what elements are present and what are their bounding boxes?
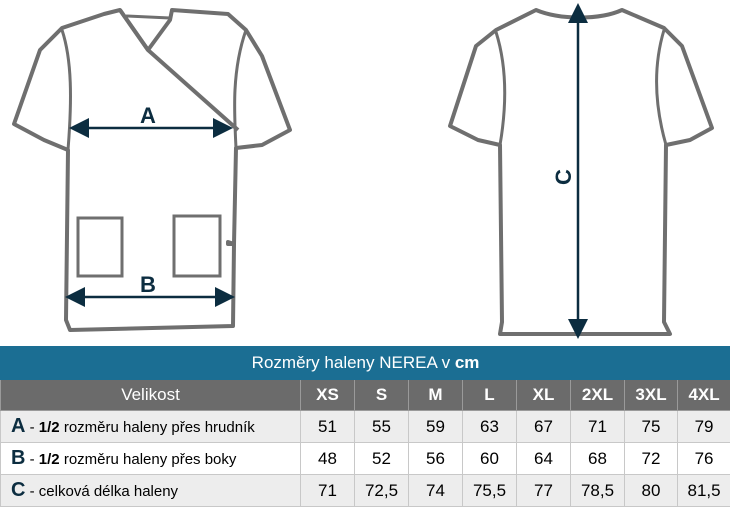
row-text: celková délka haleny xyxy=(38,483,179,500)
row-dash: - xyxy=(25,483,39,500)
table-cell: 81,5 xyxy=(678,475,730,507)
table-cell: 67 xyxy=(517,411,571,443)
size-header-cell: XL xyxy=(517,380,571,411)
table-cell: 52 xyxy=(355,443,409,475)
size-header-label: Velikost xyxy=(1,380,301,411)
row-dash: - xyxy=(25,451,39,468)
table-cell: 71 xyxy=(571,411,625,443)
row-letter: C xyxy=(11,479,26,501)
size-header-cell: 4XL xyxy=(678,380,730,411)
table-title-unit: cm xyxy=(454,353,480,372)
table-cell: 51 xyxy=(301,411,355,443)
table-row-b xyxy=(1,443,730,475)
table-row-a xyxy=(1,411,730,443)
row-text: rozměru haleny přes hrudník xyxy=(59,419,255,436)
table-cell: 63 xyxy=(463,411,517,443)
row-text: rozměru haleny přes boky xyxy=(59,451,237,468)
table-cell: 78,5 xyxy=(571,475,625,507)
table-cell: 80 xyxy=(625,475,678,507)
table-cell: 74 xyxy=(409,475,463,507)
size-header-cell: S xyxy=(355,380,409,411)
table-row-c xyxy=(1,475,730,507)
table-cell: 75 xyxy=(625,411,678,443)
table-cell: 59 xyxy=(409,411,463,443)
dimension-b-label: B xyxy=(140,272,156,297)
front-neck-back-line xyxy=(126,16,170,18)
front-right-pocket xyxy=(174,216,220,276)
size-header-cell: L xyxy=(463,380,517,411)
table-cell: 55 xyxy=(355,411,409,443)
table-cell: 72 xyxy=(625,443,678,475)
table-cell: 77 xyxy=(517,475,571,507)
size-header-cell: 3XL xyxy=(625,380,678,411)
size-header-cell: M xyxy=(409,380,463,411)
table-title-row xyxy=(1,347,730,380)
table-title xyxy=(1,347,730,380)
table-cell: 64 xyxy=(517,443,571,475)
size-table xyxy=(0,346,730,507)
front-view-shirt xyxy=(14,10,290,330)
table-cell: 79 xyxy=(678,411,730,443)
dimension-a-label: A xyxy=(140,103,156,128)
table-cell: 75,5 xyxy=(463,475,517,507)
table-cell: 76 xyxy=(678,443,730,475)
row-fraction: 1/2 xyxy=(38,451,60,468)
table-cell: 56 xyxy=(409,443,463,475)
table-cell: 71 xyxy=(301,475,355,507)
row-c-description xyxy=(1,475,301,507)
size-header-cell: XS xyxy=(301,380,355,411)
row-a-description xyxy=(1,411,301,443)
dimension-c-label: C xyxy=(551,169,576,185)
table-cell: 68 xyxy=(571,443,625,475)
table-cell: 60 xyxy=(463,443,517,475)
front-left-pocket xyxy=(78,218,122,276)
row-letter: B xyxy=(11,447,26,469)
table-cell: 48 xyxy=(301,443,355,475)
table-cell: 72,5 xyxy=(355,475,409,507)
back-shirt-outline xyxy=(450,10,712,334)
table-header-row xyxy=(1,380,730,411)
row-fraction: 1/2 xyxy=(38,419,60,436)
row-dash: - xyxy=(25,419,39,436)
back-view-shirt xyxy=(450,8,712,334)
size-header-cell: 2XL xyxy=(571,380,625,411)
table-title-text: Rozměry haleny NEREA v xyxy=(251,353,451,372)
row-b-description xyxy=(1,443,301,475)
row-letter: A xyxy=(11,415,26,437)
